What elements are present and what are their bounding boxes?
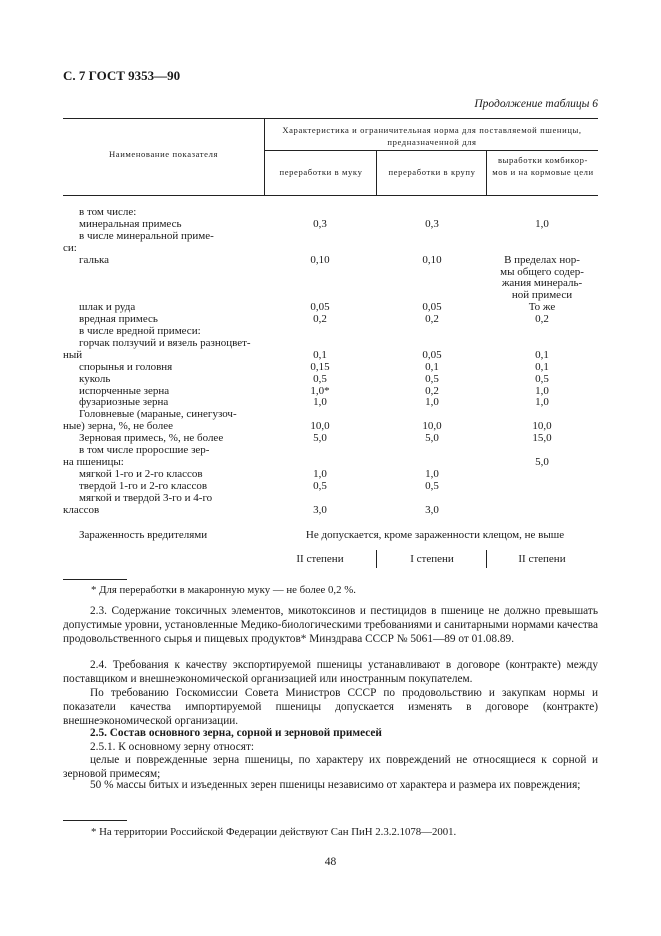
paragraph-whole-grains: целые и поврежденные зерна пшеницы, по характеру их повреждений не относящиеся к сорной и зерновой примесям; xyxy=(63,754,598,781)
row-value: 5,0 xyxy=(313,432,327,445)
row-value: 0,1 xyxy=(535,348,549,361)
row-label: в числе минеральной приме- xyxy=(79,229,214,242)
paragraph-2-4: 2.4. Требования к качеству экспортируемой пшеницы устанавливают в договоре (контракте) между поставщиком и внешнеэкономической организацией или иностранным покупателем. xyxy=(63,659,598,686)
pest-level-groats: I степени xyxy=(410,553,454,565)
row-label: ный xyxy=(63,348,83,361)
row-value: 1,0* xyxy=(310,384,330,397)
row-value: 1,0 xyxy=(425,396,439,409)
row-value: 10,0 xyxy=(422,420,442,433)
row-label: си: xyxy=(63,241,77,254)
row-value: 0,3 xyxy=(425,217,439,230)
row-value: В пределах нор- xyxy=(504,253,580,266)
col-divider-3 xyxy=(486,150,487,195)
row-label: на пшеницы: xyxy=(63,455,124,468)
row-label: испорченные зерна xyxy=(79,384,170,397)
row-value: 10,0 xyxy=(532,420,552,433)
row-value: 0,10 xyxy=(310,253,330,266)
row-label: твердой 1-го и 2-го классов xyxy=(79,479,208,492)
pest-divider-1 xyxy=(376,550,377,568)
row-value: 0,2 xyxy=(535,313,549,326)
table-header-bottom-rule xyxy=(63,195,598,196)
row-value: 10,0 xyxy=(310,420,330,433)
row-value: 0,10 xyxy=(422,253,442,266)
row-value: мы общего содер- xyxy=(500,265,584,278)
col-divider-2 xyxy=(376,150,377,195)
row-value: ной примеси xyxy=(511,289,573,302)
table-top-rule xyxy=(63,118,598,119)
row-value: 1,0 xyxy=(313,467,327,480)
row-value: жания минераль- xyxy=(501,277,583,290)
row-value: 15,0 xyxy=(532,432,552,445)
row-label: ные) зерна, %, не более xyxy=(63,420,173,433)
row-value: 1,0 xyxy=(535,384,549,397)
row-value: 0,05 xyxy=(310,301,330,314)
page-header-left: С. 7 ГОСТ 9353—90 xyxy=(63,68,181,83)
pest-level-feed: II степени xyxy=(518,553,566,565)
pest-row-note: Не допускается, кроме зараженности клещом, не выше xyxy=(305,529,565,541)
row-value: 5,0 xyxy=(425,432,439,445)
row-value: 0,2 xyxy=(425,384,439,397)
row-value: 0,05 xyxy=(422,348,442,361)
row-value: 0,2 xyxy=(313,313,327,326)
row-label: горчак ползучий и вязель разноцвет- xyxy=(79,336,251,349)
row-value: 0,5 xyxy=(313,479,327,492)
paragraph-import: По требованию Госкомиссии Совета Министров СССР по продовольствию и закупкам нормы и показатели качества импортируемой пшеницы допускается изменять в договоре (контракте) внешнеэкономической организации. xyxy=(63,687,598,728)
footnote-sanpin: * На территории Российской Федерации действуют Сан ПиН 2.3.2.1078—2001. xyxy=(91,826,457,838)
row-value: 0,5 xyxy=(535,372,549,385)
row-value: 1,0 xyxy=(425,467,439,480)
column-group-header: Характеристика и ограничительная норма для поставляемой пшеницы, предназначенной для xyxy=(282,125,582,147)
row-value: 0,1 xyxy=(313,348,327,361)
row-value: 1,0 xyxy=(535,217,549,230)
row-value: То же xyxy=(528,301,556,314)
row-label: в том числе проросшие зер- xyxy=(79,444,210,456)
row-value: 0,5 xyxy=(425,479,439,492)
row-value: 0,05 xyxy=(422,301,442,314)
column-header-feed: выработки комбикор- мов и на кормовые цели xyxy=(492,155,594,177)
row-label: классов xyxy=(63,503,100,516)
footnote-table: * Для переработки в макаронную муку — не более 0,2 %. xyxy=(91,584,356,596)
column-header-groats: переработки в крупу xyxy=(388,167,476,177)
row-value: 0,3 xyxy=(313,217,327,230)
row-value: 3,0 xyxy=(425,503,439,516)
paragraph-2-5-1: 2.5.1. К основному зерну относят: xyxy=(90,741,255,753)
row-value: 0,2 xyxy=(425,313,439,326)
row-label: куколь xyxy=(79,372,111,385)
row-value: 1,0 xyxy=(313,396,327,409)
row-label: в том числе: xyxy=(79,206,137,218)
row-label: мягкой 1-го и 2-го классов xyxy=(79,467,203,480)
paragraph-broken-grains: 50 % массы битых и изъеденных зерен пшеницы независимо от характера и размера их повреждения; xyxy=(90,779,581,791)
row-value: 0,15 xyxy=(310,360,330,373)
pest-row-label: Зараженность вредителями xyxy=(79,529,208,541)
paragraph-2-3: 2.3. Содержание токсичных элементов, микотоксинов и пестицидов в пшенице не должно превышать допустимые уровни, установленные Медико-биологическими требованиями и санитарными нормами качества продовольственного сырья и пищевых продуктов* Минздрава СССР № 5061—89 от 01.08.89. xyxy=(63,605,598,646)
row-label: фузариозные зерна xyxy=(79,396,169,409)
row-label: шлак и руда xyxy=(79,301,136,314)
table-header-divider xyxy=(264,150,598,151)
column-header-name: Наименование показателя xyxy=(108,149,219,159)
pest-divider-2 xyxy=(486,550,487,568)
row-label: спорынья и головня xyxy=(79,360,173,373)
row-label: минеральная примесь xyxy=(79,217,182,230)
row-value: 3,0 xyxy=(313,503,327,516)
row-label: в числе вредной примеси: xyxy=(79,325,201,337)
row-value: 0,1 xyxy=(425,360,439,373)
row-value: 1,0 xyxy=(535,396,549,409)
row-label: Зерновая примесь, %, не более xyxy=(79,432,224,445)
row-label: галька xyxy=(79,253,110,266)
table-continuation-label: Продолжение таблицы 6 xyxy=(474,98,598,110)
row-label: вредная примесь xyxy=(79,313,158,326)
pest-level-flour: II степени xyxy=(296,553,344,565)
column-header-flour: переработки в муку xyxy=(279,167,363,177)
row-value: 0,1 xyxy=(535,360,549,373)
row-label: мягкой и твердой 3-го и 4-го xyxy=(79,491,213,504)
row-value: 5,0 xyxy=(535,455,549,468)
row-value: 0,5 xyxy=(425,372,439,385)
row-label: Головневые (мараные, синегузоч- xyxy=(79,408,237,421)
footnote-rule xyxy=(63,579,127,580)
page-number: 48 xyxy=(324,856,337,868)
section-heading-2-5: 2.5. Состав основного зерна, сорной и зерновой примесей xyxy=(90,727,382,739)
col-divider-1 xyxy=(264,118,265,195)
footnote-rule-2 xyxy=(63,820,127,821)
row-value: 0,5 xyxy=(313,372,327,385)
